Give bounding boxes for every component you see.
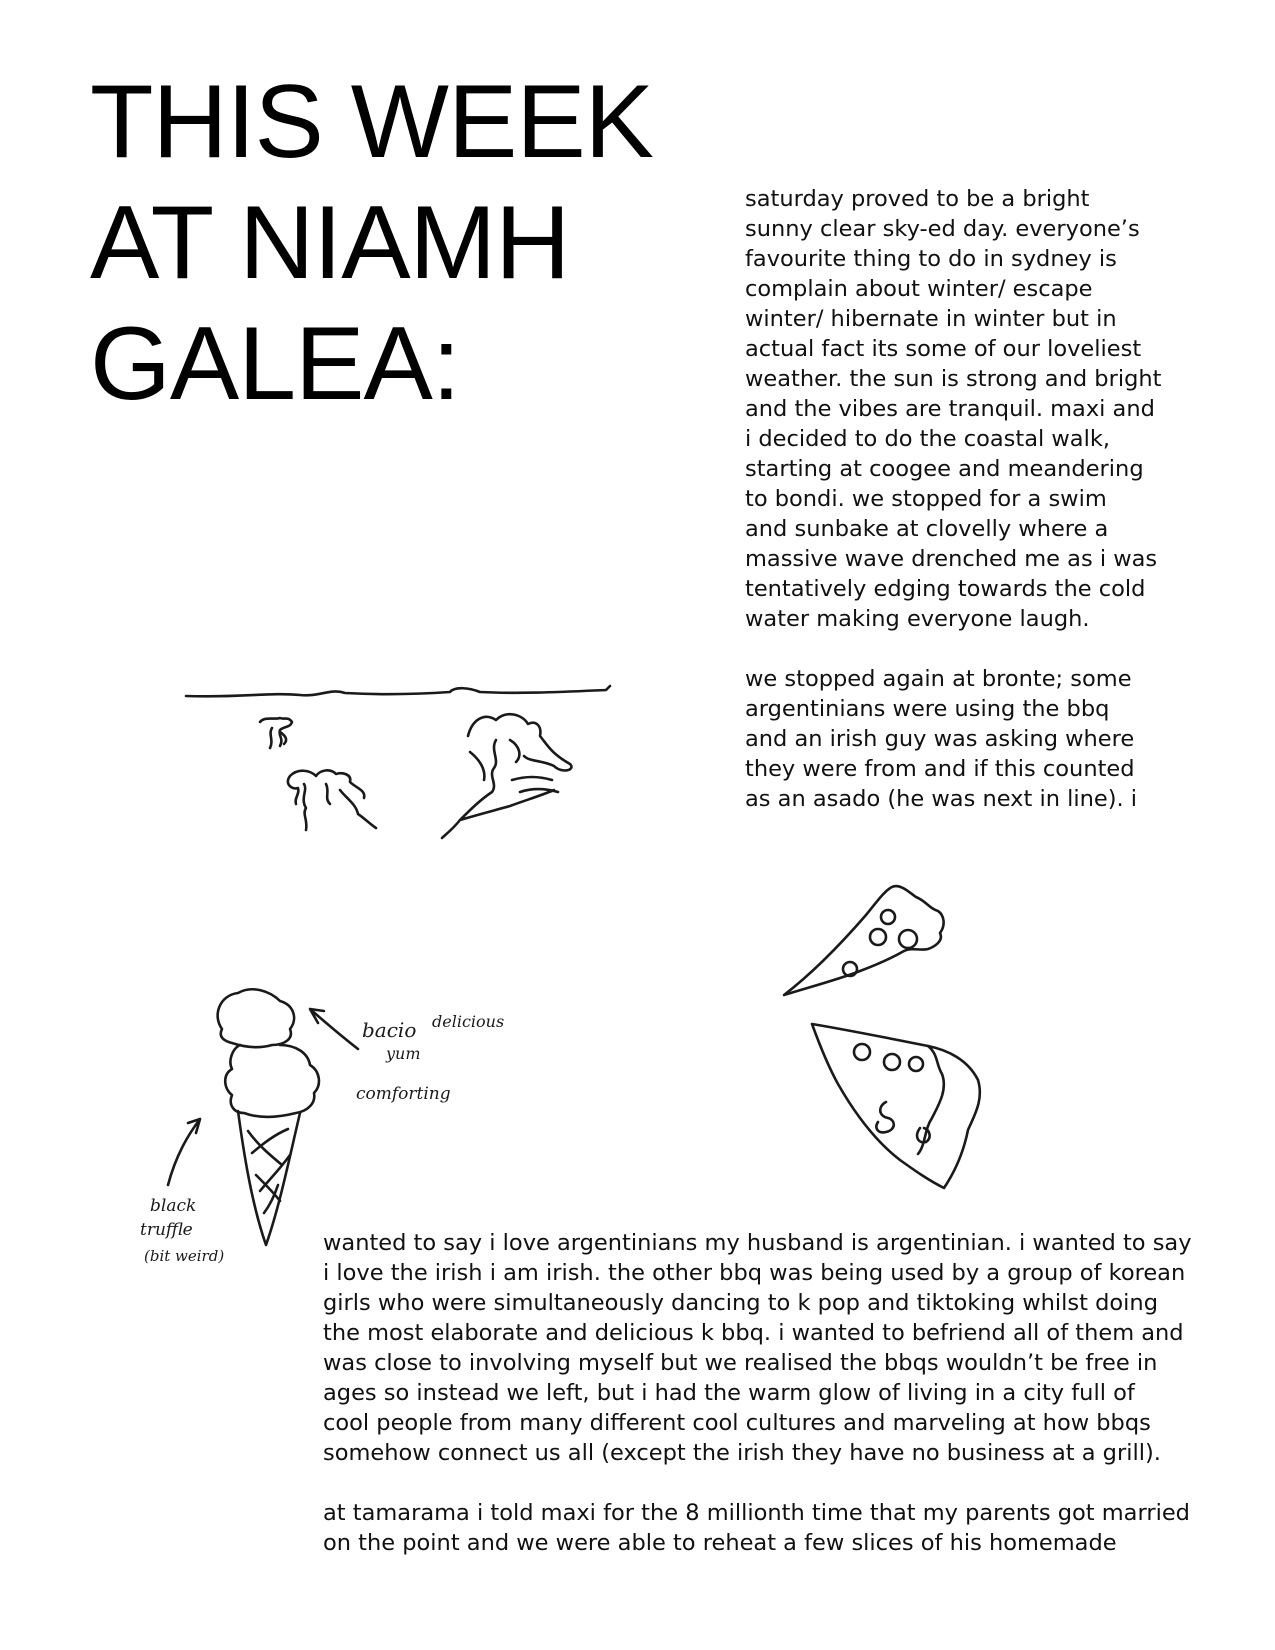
text-line: they were from and if this counted xyxy=(745,756,1135,782)
note-bit-weird: (bit weird) xyxy=(144,1247,225,1265)
text-line: actual fact its some of our loveliest xyxy=(745,336,1142,362)
text-line: to bondi. we stopped for a swim xyxy=(745,486,1107,512)
ice-cream-top-scoop xyxy=(218,989,294,1047)
text-line: the most elaborate and delicious k bbq. i wanted to befriend all of them and xyxy=(323,1320,1184,1346)
note-black: black xyxy=(150,1196,197,1216)
text-line: complain about winter/ escape xyxy=(745,276,1093,302)
text-line: tentatively edging towards the cold xyxy=(745,576,1146,602)
arrow-bacio xyxy=(310,1009,358,1049)
text-line: saturday proved to be a bright xyxy=(745,186,1090,212)
note-bacio: bacio xyxy=(362,1018,417,1042)
note-truffle: truffle xyxy=(140,1220,193,1240)
title-line: GALEA: xyxy=(90,306,460,422)
pizza-topping xyxy=(884,1054,900,1070)
text-line: girls who were simultaneously dancing to k pop and tiktoking whilst doing xyxy=(323,1290,1158,1316)
text-line: favourite thing to do in sydney is xyxy=(745,246,1117,272)
page-title xyxy=(90,62,690,425)
pizza-topping xyxy=(870,929,886,945)
text-line: wanted to say i love argentinians my husband is argentinian. i wanted to say xyxy=(323,1230,1192,1256)
horizon-line xyxy=(186,686,610,696)
text-line: on the point and we were able to reheat a few slices of his homemade xyxy=(323,1530,1117,1556)
pizza-topping xyxy=(854,1044,870,1060)
paragraph-spacer xyxy=(323,1468,1223,1498)
pizza-slice-outline xyxy=(784,886,944,995)
text-line: and an irish guy was asking where xyxy=(745,726,1135,752)
pizza-slice-sketch-bottom xyxy=(808,1020,988,1200)
title-line: AT NIAMH xyxy=(90,185,570,301)
text-line: and sunbake at clovelly where a xyxy=(745,516,1109,542)
title-line: THIS WEEK xyxy=(90,64,654,180)
text-line: somehow connect us all (except the irish they have no business at a grill). xyxy=(323,1440,1161,1466)
ice-cream-sketch xyxy=(140,985,550,1285)
pizza-slice-outline xyxy=(812,1024,980,1188)
ice-cream-bottom-scoop xyxy=(225,1045,319,1117)
pizza-topping xyxy=(899,930,917,948)
beach-sketch xyxy=(180,680,620,850)
text-line: winter/ hibernate in winter but in xyxy=(745,306,1117,332)
paragraph-saturday xyxy=(745,184,1165,634)
text-line: i decided to do the coastal walk, xyxy=(745,426,1111,452)
paragraph-bronte xyxy=(745,664,1165,814)
text-line: cool people from many different cool cultures and marveling at how bbqs xyxy=(323,1410,1151,1436)
surfer-wave xyxy=(442,714,571,838)
pizza-topping xyxy=(909,1057,923,1071)
text-line: starting at coogee and meandering xyxy=(745,456,1144,482)
paragraph-spacer xyxy=(745,634,1165,664)
paragraph-tamarama xyxy=(323,1498,1223,1558)
note-yum: yum xyxy=(386,1044,421,1063)
swimmer-group xyxy=(288,770,376,830)
swimmer-small xyxy=(260,718,292,748)
pizza-topping xyxy=(881,910,895,924)
text-line: was close to involving myself but we realised the bbqs wouldn’t be free in xyxy=(323,1350,1158,1376)
text-line: as an asado (he was next in line). i xyxy=(745,786,1138,812)
note-delicious: delicious xyxy=(432,1012,505,1031)
text-line: we stopped again at bronte; some xyxy=(745,666,1132,692)
text-line: sunny clear sky-ed day. everyone’s xyxy=(745,216,1140,242)
arrow-black-truffle xyxy=(168,1119,200,1185)
text-line: at tamarama i told maxi for the 8 millionth time that my parents got married xyxy=(323,1500,1190,1526)
note-comforting: comforting xyxy=(356,1084,451,1104)
text-line: ages so instead we left, but i had the warm glow of living in a city full of xyxy=(323,1380,1135,1406)
pizza-topping xyxy=(876,1102,893,1132)
right-text-column xyxy=(745,184,1165,814)
text-line: water making everyone laugh. xyxy=(745,606,1090,632)
text-line: argentinians were using the bbq xyxy=(745,696,1110,722)
text-line: i love the irish i am irish. the other bbq was being used by a group of korean xyxy=(323,1260,1186,1286)
pizza-slice-sketch-top xyxy=(780,885,960,1005)
text-line: and the vibes are tranquil. maxi and xyxy=(745,396,1155,422)
text-line: weather. the sun is strong and bright xyxy=(745,366,1162,392)
text-line: massive wave drenched me as i was xyxy=(745,546,1158,572)
